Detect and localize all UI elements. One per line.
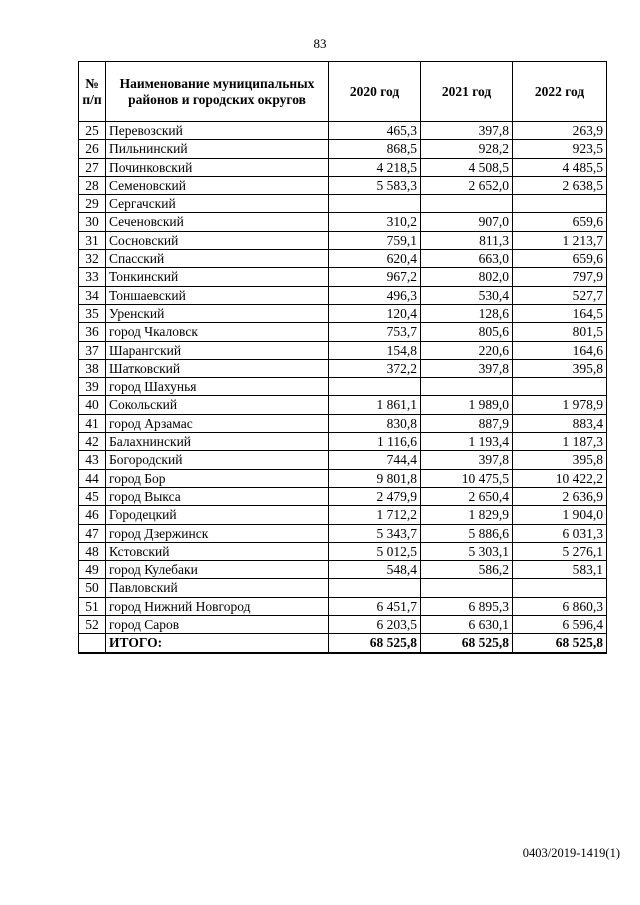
row-number: 44 bbox=[79, 469, 106, 487]
total-2020: 68 525,8 bbox=[329, 634, 421, 653]
row-number: 29 bbox=[79, 195, 106, 213]
value-2022 bbox=[513, 378, 607, 396]
header-num: № п/п bbox=[79, 62, 106, 122]
value-2020: 120,4 bbox=[329, 304, 421, 322]
value-2020: 372,2 bbox=[329, 359, 421, 377]
table-row bbox=[79, 122, 607, 140]
district-name: Починковский bbox=[106, 158, 329, 176]
total-num-cell bbox=[79, 634, 106, 653]
value-2022: 527,7 bbox=[513, 286, 607, 304]
table-row bbox=[79, 195, 607, 213]
value-2022: 1 904,0 bbox=[513, 506, 607, 524]
value-2021: 220,6 bbox=[421, 341, 513, 359]
value-2022: 1 187,3 bbox=[513, 433, 607, 451]
table-row bbox=[79, 506, 607, 524]
table-row bbox=[79, 359, 607, 377]
value-2020: 496,3 bbox=[329, 286, 421, 304]
district-name: Балахнинский bbox=[106, 433, 329, 451]
value-2021: 128,6 bbox=[421, 304, 513, 322]
row-number: 39 bbox=[79, 378, 106, 396]
value-2020 bbox=[329, 195, 421, 213]
value-2022: 2 638,5 bbox=[513, 176, 607, 194]
table-row bbox=[79, 250, 607, 268]
table-row bbox=[79, 213, 607, 231]
total-label: ИТОГО: bbox=[106, 634, 329, 653]
district-name: город Шахунья bbox=[106, 378, 329, 396]
total-row bbox=[79, 634, 607, 653]
total-2021: 68 525,8 bbox=[421, 634, 513, 653]
row-number: 28 bbox=[79, 176, 106, 194]
value-2021: 397,8 bbox=[421, 359, 513, 377]
row-number: 45 bbox=[79, 487, 106, 505]
value-2020: 1 712,2 bbox=[329, 506, 421, 524]
district-name: город Нижний Новгород bbox=[106, 597, 329, 615]
table-row bbox=[79, 176, 607, 194]
value-2020 bbox=[329, 579, 421, 597]
value-2022: 5 276,1 bbox=[513, 542, 607, 560]
row-number: 51 bbox=[79, 597, 106, 615]
value-2021: 5 886,6 bbox=[421, 524, 513, 542]
value-2022: 6 031,3 bbox=[513, 524, 607, 542]
table-row bbox=[79, 323, 607, 341]
data-table bbox=[78, 61, 607, 654]
value-2020: 5 343,7 bbox=[329, 524, 421, 542]
district-name: Сокольский bbox=[106, 396, 329, 414]
value-2022: 2 636,9 bbox=[513, 487, 607, 505]
value-2022: 395,8 bbox=[513, 451, 607, 469]
district-name: Городецкий bbox=[106, 506, 329, 524]
row-number: 43 bbox=[79, 451, 106, 469]
district-name: Сосновский bbox=[106, 231, 329, 249]
value-2022: 659,6 bbox=[513, 213, 607, 231]
value-2020: 967,2 bbox=[329, 268, 421, 286]
value-2021: 2 650,4 bbox=[421, 487, 513, 505]
header-2022: 2022 год bbox=[513, 62, 607, 122]
district-name: Кстовский bbox=[106, 542, 329, 560]
page-number: 83 bbox=[313, 36, 327, 51]
table-row bbox=[79, 524, 607, 542]
value-2022: 6 596,4 bbox=[513, 616, 607, 634]
value-2021 bbox=[421, 195, 513, 213]
value-2022: 1 213,7 bbox=[513, 231, 607, 249]
table-row bbox=[79, 616, 607, 634]
value-2020: 465,3 bbox=[329, 122, 421, 140]
value-2022: 659,6 bbox=[513, 250, 607, 268]
value-2021: 907,0 bbox=[421, 213, 513, 231]
value-2021: 811,3 bbox=[421, 231, 513, 249]
value-2022: 883,4 bbox=[513, 414, 607, 432]
value-2022: 801,5 bbox=[513, 323, 607, 341]
value-2021: 10 475,5 bbox=[421, 469, 513, 487]
row-number: 25 bbox=[79, 122, 106, 140]
table-row bbox=[79, 561, 607, 579]
row-number: 26 bbox=[79, 140, 106, 158]
row-number: 46 bbox=[79, 506, 106, 524]
value-2021: 5 303,1 bbox=[421, 542, 513, 560]
header-name: Наименование муниципальных районов и городских округов bbox=[106, 62, 329, 122]
value-2022: 10 422,2 bbox=[513, 469, 607, 487]
table-header-row bbox=[79, 62, 607, 122]
row-number: 42 bbox=[79, 433, 106, 451]
table-row bbox=[79, 597, 607, 615]
table-row bbox=[79, 542, 607, 560]
district-name: город Бор bbox=[106, 469, 329, 487]
district-name: Спасский bbox=[106, 250, 329, 268]
district-name: Семеновский bbox=[106, 176, 329, 194]
row-number: 40 bbox=[79, 396, 106, 414]
value-2021: 4 508,5 bbox=[421, 158, 513, 176]
value-2020: 744,4 bbox=[329, 451, 421, 469]
table-row bbox=[79, 378, 607, 396]
table-body bbox=[79, 122, 607, 634]
value-2022: 583,1 bbox=[513, 561, 607, 579]
value-2021: 6 895,3 bbox=[421, 597, 513, 615]
row-number: 27 bbox=[79, 158, 106, 176]
district-name: Уренский bbox=[106, 304, 329, 322]
row-number: 30 bbox=[79, 213, 106, 231]
table-row bbox=[79, 414, 607, 432]
row-number: 32 bbox=[79, 250, 106, 268]
table-row bbox=[79, 579, 607, 597]
row-number: 36 bbox=[79, 323, 106, 341]
value-2022: 395,8 bbox=[513, 359, 607, 377]
value-2021: 6 630,1 bbox=[421, 616, 513, 634]
value-2021 bbox=[421, 579, 513, 597]
value-2020 bbox=[329, 378, 421, 396]
value-2022: 263,9 bbox=[513, 122, 607, 140]
value-2022: 6 860,3 bbox=[513, 597, 607, 615]
value-2022 bbox=[513, 195, 607, 213]
district-name: Перевозский bbox=[106, 122, 329, 140]
district-name: город Чкаловск bbox=[106, 323, 329, 341]
value-2021: 397,8 bbox=[421, 451, 513, 469]
value-2020: 830,8 bbox=[329, 414, 421, 432]
table-row bbox=[79, 433, 607, 451]
header-2021: 2021 год bbox=[421, 62, 513, 122]
value-2020: 2 479,9 bbox=[329, 487, 421, 505]
row-number: 47 bbox=[79, 524, 106, 542]
district-name: город Кулебаки bbox=[106, 561, 329, 579]
district-name: Шатковский bbox=[106, 359, 329, 377]
row-number: 48 bbox=[79, 542, 106, 560]
header-2020: 2020 год bbox=[329, 62, 421, 122]
district-name: Сеченовский bbox=[106, 213, 329, 231]
row-number: 37 bbox=[79, 341, 106, 359]
value-2021: 1 193,4 bbox=[421, 433, 513, 451]
row-number: 50 bbox=[79, 579, 106, 597]
table-row bbox=[79, 158, 607, 176]
row-number: 38 bbox=[79, 359, 106, 377]
district-name: город Арзамас bbox=[106, 414, 329, 432]
value-2022 bbox=[513, 579, 607, 597]
value-2021: 887,9 bbox=[421, 414, 513, 432]
value-2022: 164,5 bbox=[513, 304, 607, 322]
value-2020: 753,7 bbox=[329, 323, 421, 341]
district-name: Павловский bbox=[106, 579, 329, 597]
district-name: город Дзержинск bbox=[106, 524, 329, 542]
value-2022: 1 978,9 bbox=[513, 396, 607, 414]
document-code: 0403/2019-1419(1) bbox=[522, 846, 620, 860]
row-number: 33 bbox=[79, 268, 106, 286]
district-name: город Саров bbox=[106, 616, 329, 634]
value-2021: 1 989,0 bbox=[421, 396, 513, 414]
district-name: город Выкса bbox=[106, 487, 329, 505]
value-2022: 797,9 bbox=[513, 268, 607, 286]
row-number: 34 bbox=[79, 286, 106, 304]
row-number: 49 bbox=[79, 561, 106, 579]
table-row bbox=[79, 469, 607, 487]
value-2021: 1 829,9 bbox=[421, 506, 513, 524]
value-2020: 868,5 bbox=[329, 140, 421, 158]
district-name: Шарангский bbox=[106, 341, 329, 359]
value-2020: 759,1 bbox=[329, 231, 421, 249]
table-row bbox=[79, 268, 607, 286]
value-2022: 4 485,5 bbox=[513, 158, 607, 176]
value-2021: 928,2 bbox=[421, 140, 513, 158]
value-2021: 397,8 bbox=[421, 122, 513, 140]
value-2021: 2 652,0 bbox=[421, 176, 513, 194]
value-2021: 530,4 bbox=[421, 286, 513, 304]
district-name: Тоншаевский bbox=[106, 286, 329, 304]
district-name: Пильнинский bbox=[106, 140, 329, 158]
table-row bbox=[79, 487, 607, 505]
value-2022: 923,5 bbox=[513, 140, 607, 158]
total-2022: 68 525,8 bbox=[513, 634, 607, 653]
table-row bbox=[79, 286, 607, 304]
value-2021: 805,6 bbox=[421, 323, 513, 341]
row-number: 41 bbox=[79, 414, 106, 432]
value-2021: 586,2 bbox=[421, 561, 513, 579]
value-2020: 6 203,5 bbox=[329, 616, 421, 634]
table-row bbox=[79, 304, 607, 322]
value-2020: 548,4 bbox=[329, 561, 421, 579]
row-number: 31 bbox=[79, 231, 106, 249]
value-2020: 310,2 bbox=[329, 213, 421, 231]
table-row bbox=[79, 451, 607, 469]
table-row bbox=[79, 231, 607, 249]
value-2020: 5 583,3 bbox=[329, 176, 421, 194]
value-2022: 164,6 bbox=[513, 341, 607, 359]
value-2020: 1 116,6 bbox=[329, 433, 421, 451]
value-2020: 620,4 bbox=[329, 250, 421, 268]
value-2020: 9 801,8 bbox=[329, 469, 421, 487]
table-row bbox=[79, 140, 607, 158]
value-2020: 5 012,5 bbox=[329, 542, 421, 560]
value-2021: 802,0 bbox=[421, 268, 513, 286]
value-2020: 154,8 bbox=[329, 341, 421, 359]
table-row bbox=[79, 396, 607, 414]
row-number: 52 bbox=[79, 616, 106, 634]
table-row bbox=[79, 341, 607, 359]
value-2020: 1 861,1 bbox=[329, 396, 421, 414]
value-2020: 4 218,5 bbox=[329, 158, 421, 176]
value-2020: 6 451,7 bbox=[329, 597, 421, 615]
row-number: 35 bbox=[79, 304, 106, 322]
value-2021 bbox=[421, 378, 513, 396]
district-name: Сергачский bbox=[106, 195, 329, 213]
district-name: Тонкинский bbox=[106, 268, 329, 286]
value-2021: 663,0 bbox=[421, 250, 513, 268]
district-name: Богородский bbox=[106, 451, 329, 469]
